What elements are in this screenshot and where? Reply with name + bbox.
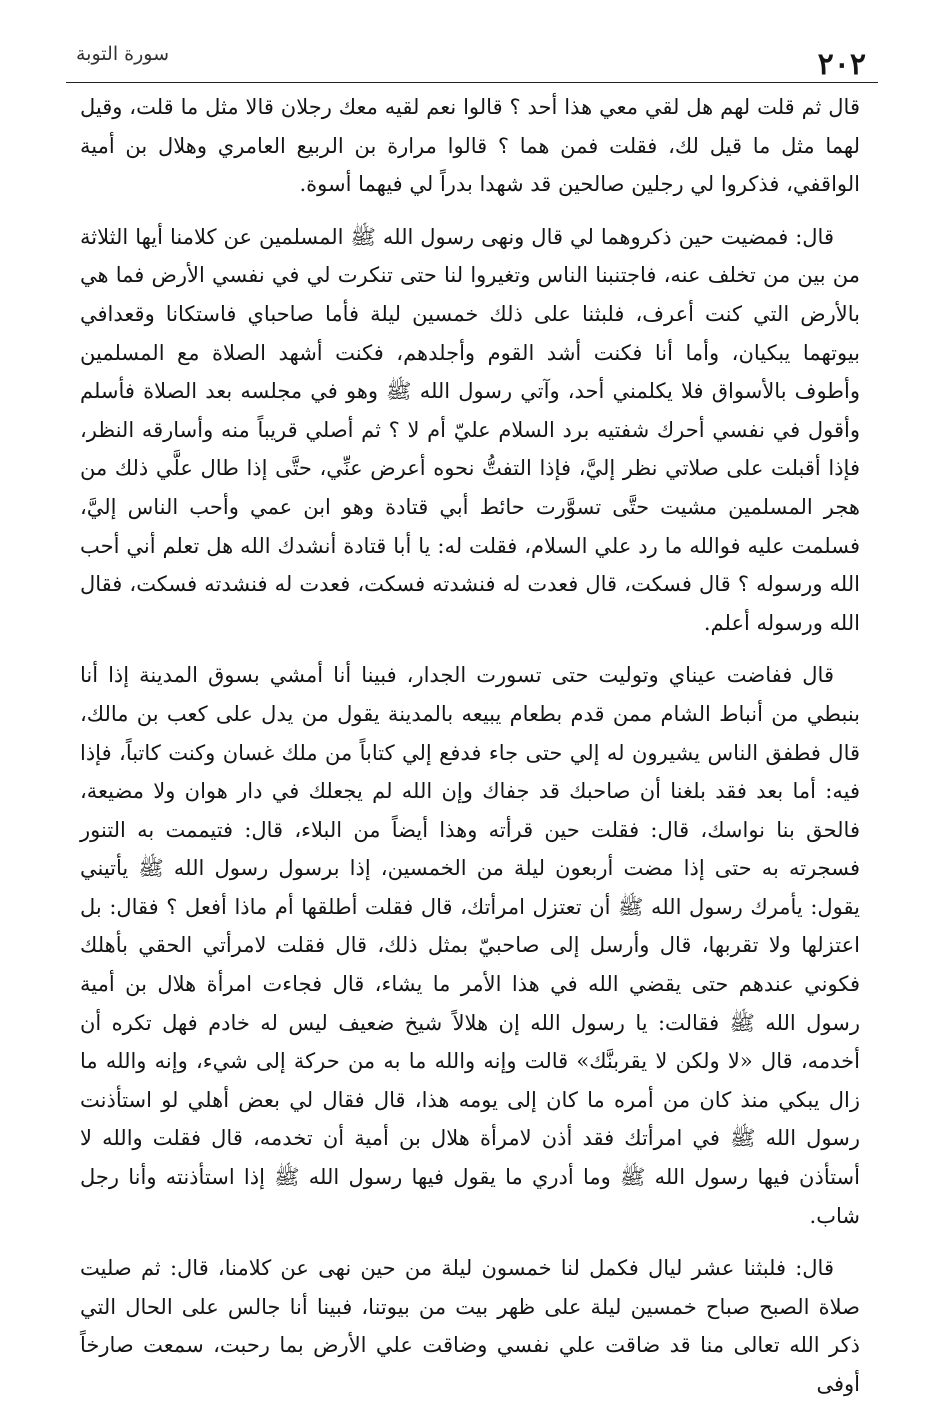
page-number: ٢٠٢ bbox=[817, 47, 866, 82]
paragraph: قال ففاضت عيناي وتوليت حتى تسورت الجدار، فبينا أنا أمشي بسوق المدينة إذا أنا بنبطي من أنباط الشام ممن قدم بطعام يبيعه بالمدينة يقول من يدل على كعب بن مالك، قال فطفق الناس يشيرون له إلي حتى جاء فدفع إلي كتاباً من ملك غسان وكنت كاتباً، فإذا فيه: أما بعد فقد بلغنا أن صاحبك قد جفاك وإن الله لم يجعلك في دار هوان ولا مضيعة، فالحق بنا نواسك، قال: فقلت حين قرأته وهذا أيضاً من البلاء، قال: فتيممت به التنور فسجرته به حتى إذا مضت أربعون ليلة من الخمسين، إذا برسول رسول الله ﷺ يأتيني يقول: يأمرك رسول الله ﷺ أن تعتزل امرأتك، قال فقلت أطلقها أم ماذا أفعل ؟ فقال: بل اعتزلها ولا تقربها، قال وأرسل إلى صاحبيّ بمثل ذلك، قال فقلت لامرأتي الحقي بأهلك فكوني عندهم حتى يقضي الله في هذا الأمر ما يشاء، قال فجاءت امرأة هلال بن أمية رسول الله ﷺ فقالت: يا رسول الله إن هلالاً شيخ ضعيف ليس له خادم فهل تكره أن أخدمه، قال «لا ولكن لا يقربنَّك» قالت وإنه والله ما به من حركة إلى شيء، وإنه والله ما زال يبكي منذ كان من أمره ما كان إلى يومه هذا، قال فقال لي بعض أهلي لو استأذنت رسول الله ﷺ في امرأتك فقد أذن لامرأة هلال بن أمية أن تخدمه، قال فقلت والله لا أستأذن فيها رسول الله ﷺ وما أدري ما يقول فيها رسول الله ﷺ إذا استأذنته وأنا رجل شاب. bbox=[80, 663, 860, 1228]
header-divider bbox=[66, 82, 878, 83]
page-body bbox=[80, 88, 860, 1396]
paragraph: قال ثم قلت لهم هل لقي معي هذا أحد ؟ قالوا نعم لقيه معك رجلان قالا مثل ما قلت، وقيل لهما مثل ما قيل لك، فقلت فمن هما ؟ قالوا مرارة بن الربيع العامري وهلال بن أمية الواقفي، فذكروا لي رجلين صالحين قد شهدا بدراً لي فيهما أسوة. bbox=[80, 95, 860, 197]
paragraph: قال: فمضيت حين ذكروهما لي قال ونهى رسول الله ﷺ المسلمين عن كلامنا أيها الثلاثة من بين من تخلف عنه، فاجتنبنا الناس وتغيروا لنا حتى تنكرت لي في نفسي الأرض فما هي بالأرض التي كنت أعرف، فلبثنا على ذلك خمسين ليلة فأما صاحباي فاستكانا وقعدافي بيوتهما يبكيان، وأما أنا فكنت أشد القوم وأجلدهم، فكنت أشهد الصلاة مع المسلمين وأطوف بالأسواق فلا يكلمني أحد، وآتي رسول الله ﷺ وهو في مجلسه بعد الصلاة فأسلم وأقول في نفسي أحرك شفتيه برد السلام عليّ أم لا ؟ ثم أصلي قريباً منه وأسارقه النظر، فإذا أقبلت على صلاتي نظر إليَّ، فإذا التفتُّ نحوه أعرض عنِّي، حتَّى إذا طال علَّي ذلك من هجر المسلمين مشيت حتَّى تسوَّرت حائط أبي قتادة وهو ابن عمي وأحب الناس إليَّ، فسلمت عليه فوالله ما رد علي السلام، فقلت له: يا أبا قتادة أنشدك الله هل تعلم أني أحب الله ورسوله ؟ قال فسكت، قال فعدت له فنشدته فسكت، فعدت له فنشدته فسكت، فقال الله ورسوله أعلم. bbox=[80, 224, 860, 635]
paragraph: قال: فلبثنا عشر ليال فكمل لنا خمسون ليلة من حين نهى عن كلامنا، قال: ثم صليت صلاة الصبح صباح خمسين ليلة على ظهر بيت من بيوتنا، فبينا أنا جالس على الحال التي ذكر الله تعالى منا قد ضاقت علي نفسي وضاقت علي الأرض بما رحبت، سمعت صارخاً أوفى bbox=[80, 1256, 860, 1396]
surah-title: سورة التوبة bbox=[76, 43, 169, 65]
page-header bbox=[66, 38, 878, 84]
